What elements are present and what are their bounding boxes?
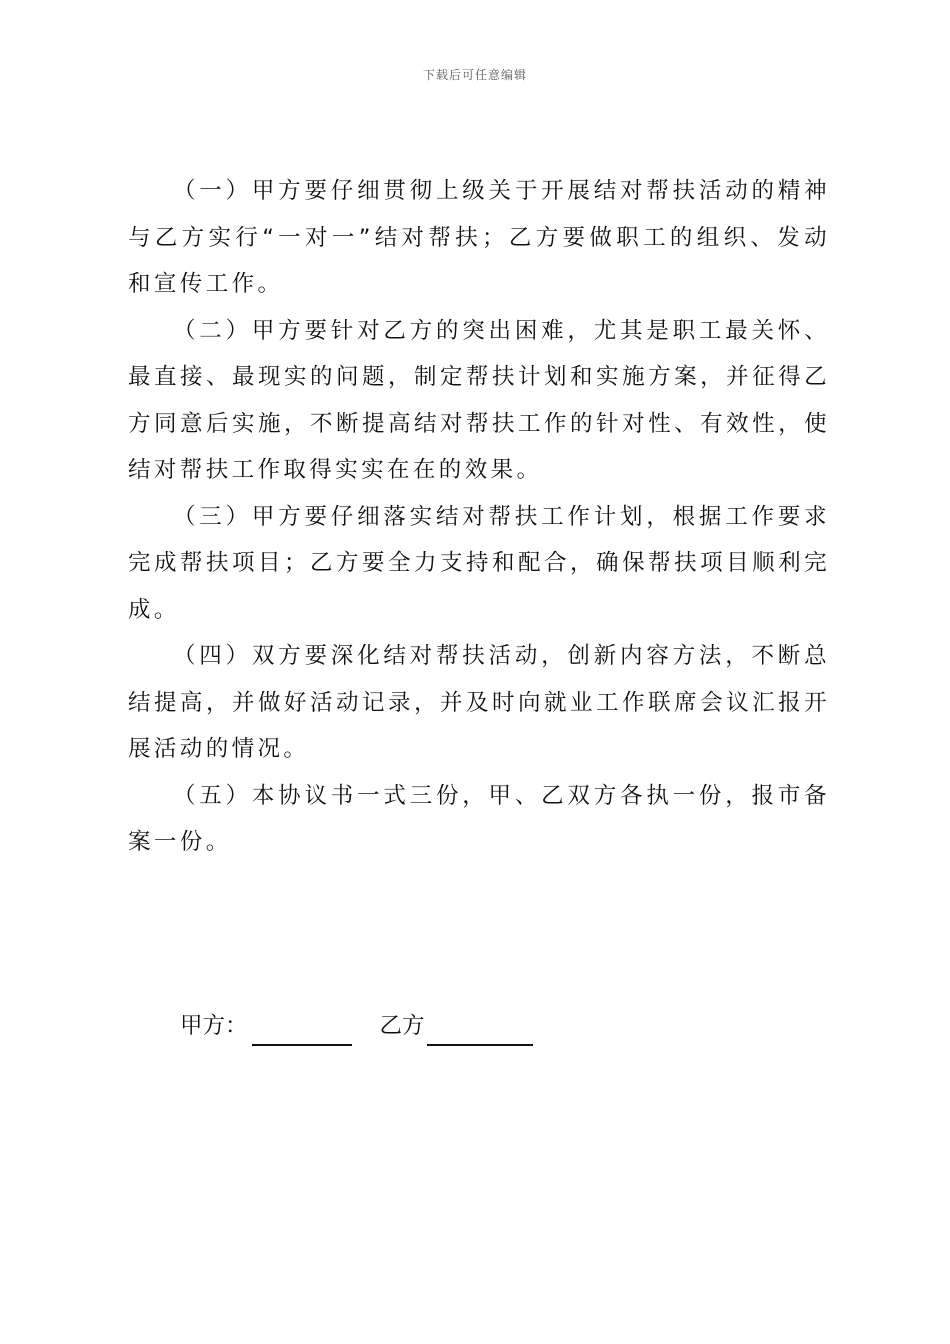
clause-3: （三）甲方要仔细落实结对帮扶工作计划，根据工作要求完成帮扶项目；乙方要全力支持和配合，确保帮扶项目顺利完成。 bbox=[128, 503, 830, 623]
clause-1: （一）甲方要仔细贯彻上级关于开展结对帮扶活动的精神与乙方实行“一对一”结对帮扶；乙方要做职工的组织、发动和宣传工作。 bbox=[128, 178, 830, 297]
party-b-label: 乙方 bbox=[379, 1013, 425, 1039]
clause-2: （二）甲方要针对乙方的突出困难，尤其是职工最关怀、最直接、最现实的问题，制定帮扶计划和实施方案，并征得乙方同意后实施，不断提高结对帮扶工作的针对性、有效性，使结对帮扶工作取得实实在在的效果。 bbox=[128, 317, 830, 483]
party-a-label: 甲方： bbox=[180, 1013, 248, 1039]
page-header-note: 下载后可任意编辑 bbox=[422, 68, 527, 82]
agreement-clauses bbox=[128, 168, 830, 866]
signature-block bbox=[180, 1006, 533, 1046]
clause-4: （四）双方要深化结对帮扶活动，创新内容方法，不断总结提高，并做好活动记录，并及时向就业工作联席会议汇报开展活动的情况。 bbox=[128, 643, 830, 762]
party-b-signature-line bbox=[427, 1014, 533, 1046]
clause-5: （五）本协议书一式三份，甲、乙双方各执一份，报市备案一份。 bbox=[128, 782, 830, 855]
party-a-signature-line bbox=[252, 1014, 352, 1046]
